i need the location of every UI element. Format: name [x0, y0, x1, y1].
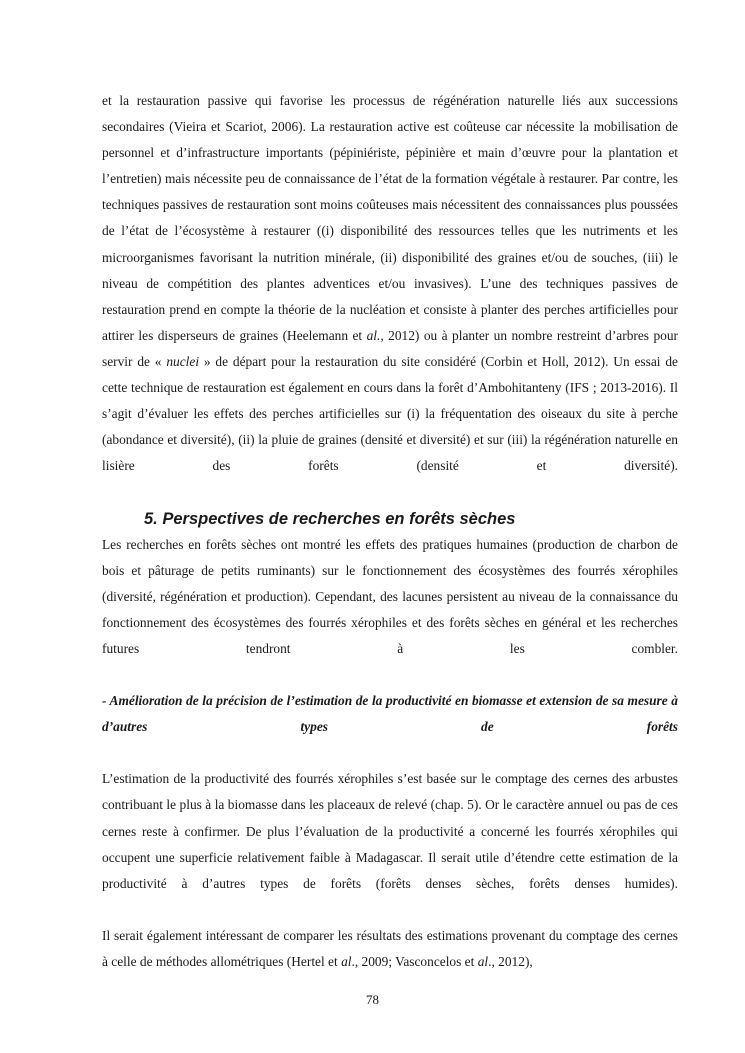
term-nuclei: nuclei: [166, 353, 200, 369]
paragraph-dry-forests: Les recherches en forêts sèches ont montré les effets des pratiques humaines (production de charbon de bois et pâturage de petits ruminants) sur le fonctionnement des écosystèmes des fourrés xérophiles (diversité, régénération et production). Cependant, des lacunes persistent au niveau de la connaissance du fonctionnement des écosystèmes des fourrés xérophiles et des forêts sèches en général et les recherches futures tendront à les combler.: [102, 536, 678, 656]
citation-al-2: al: [477, 954, 489, 969]
citation-al: al.,: [366, 327, 384, 343]
citation-al-1: al: [341, 954, 352, 969]
paragraph-productivity: L’estimation de la productivité des fourrés xérophiles s’est basée sur le comptage des cernes des arbustes contribuant le plus à la biomasse dans les placeaux de relevé (chap. 5). Or le caractère annuel ou pas de ces cernes reste à confirmer. De plus l’évaluation de la productivité a concerné les fourrés xérophiles qui occupent une superficie relativement faible à Madagascar. Il serait utile d’étendre cette estimation de la productivité à d’autres types de forêts (forêts denses sèches, forêts denses humides).: [102, 771, 678, 891]
paragraph-restoration-text-3: » de départ pour la restauration du site considéré (Corbin et Holl, 2012). Un essai de cette technique de restauration est également en cours dans la forêt d’Ambohitanteny (IFS ; 2013-2016). Il s’agit d’évaluer les effets des perches artificielles sur (i) la fréquentation des oiseaux du site à perche (abondance et diversité), (ii) la pluie de graines (densité et diversité) et sur (iii) la régénération naturelle en lisière des forêts (densité et diversité).: [102, 353, 678, 474]
paragraph-restoration: [102, 88, 678, 506]
paragraph-comparison: [102, 923, 678, 975]
paragraph-comparison-text-1: Il serait également intéressant de comparer les résultats des estimations provenant du comptage des cernes à celle de méthodes allométriques (Hertel et: [102, 927, 678, 969]
page-body: [102, 88, 678, 975]
section-heading: 5. Perspectives de recherches en forêts sèches: [144, 509, 516, 528]
paragraph-comparison-text-3: ., 2012),: [488, 954, 533, 969]
paragraph-restoration-text-2: 2012) ou à planter un nombre restreint d’arbres pour servir de «: [102, 327, 678, 369]
subheading-productivity: - Amélioration de la précision de l’estimation de la productivité en biomasse et extension de sa mesure à d’autres types de forêts: [102, 693, 678, 735]
paragraph-restoration-text-1: et la restauration passive qui favorise les processus de régénération naturelle liés aux successions secondaires (Vieira et Scariot, 2006). La restauration active est coûteuse car nécessite la mobilisation de personnel et d’infrastructure importants (pépiniériste, pépinière et main d’œuvre pour la plantation et l’entretien) mais nécessite peu de connaissance de l’état de la formation végétale à restaurer. Par contre, les techniques passives de restauration sont moins coûteuses mais nécessitent des connaissances plus poussées de l’état de l’écosystème à restaurer ((i) disponibilité des ressources telles que les nutriments et les microorganismes favorisant la nutrition minérale, (ii) disponibilité des graines et/ou de souches, (iii) le niveau de compétition des plantes adventices et/ou invasives). L’une des techniques passives de restauration prend en compte la théorie de la nucléation et consiste à planter des perches artificielles pour attirer les disperseurs de graines (Heelemann et: [102, 93, 678, 343]
page-number: 78: [366, 992, 379, 1007]
paragraph-comparison-text-2: ., 2009; Vasconcelos et: [351, 954, 478, 969]
